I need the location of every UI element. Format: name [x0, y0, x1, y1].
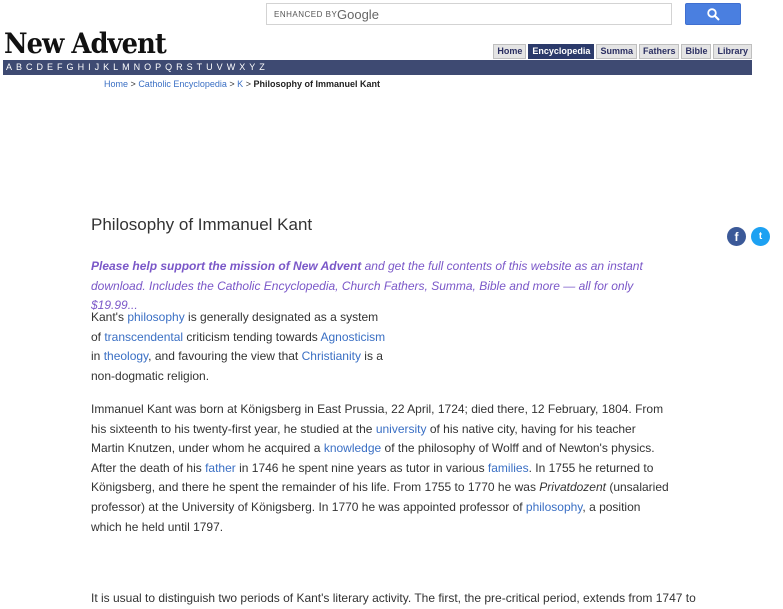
text: , a position which he held until 1797. [91, 499, 641, 534]
breadcrumb-sep: > [130, 79, 136, 89]
paragraph-1 [91, 308, 391, 386]
link-philosophy[interactable]: philosophy [525, 499, 583, 514]
alpha-letter-l[interactable]: L [113, 62, 119, 72]
google-label: Google [337, 7, 379, 22]
text: of his native city, having for his teacher Martin Knutzen, under whom he acquired a [91, 421, 636, 456]
link-families[interactable]: families [487, 460, 529, 475]
alpha-letter-e[interactable]: E [47, 62, 54, 72]
twitter-icon[interactable]: t [751, 227, 770, 246]
link-theology[interactable]: theology [103, 349, 149, 364]
link-philosophy[interactable]: philosophy [127, 310, 185, 324]
text: . In 1755 he returned to Königsberg, and there he spent the remainder of his life. From 1755 to 1770 he was [91, 460, 654, 495]
alpha-letter-i[interactable]: I [88, 62, 91, 72]
alpha-letter-s[interactable]: S [186, 62, 193, 72]
text: in 1746 he spent nine years as tutor in various [235, 460, 488, 475]
nav-fathers[interactable]: Fathers [639, 44, 680, 59]
alpha-letter-n[interactable]: N [133, 62, 141, 72]
support-link[interactable]: Please help support the mission of New Advent [91, 259, 362, 273]
link-university[interactable]: university [375, 421, 427, 436]
search-icon [707, 8, 720, 21]
alpha-letter-c[interactable]: C [26, 62, 33, 72]
search-input[interactable] [387, 6, 671, 24]
breadcrumb-sep: > [229, 79, 235, 89]
breadcrumb [104, 79, 380, 89]
alphabet-bar [3, 60, 752, 75]
alpha-letter-t[interactable]: T [196, 62, 203, 72]
link-agnosticism[interactable]: Agnosticism [320, 329, 386, 344]
top-nav [493, 44, 752, 59]
breadcrumb-letter[interactable]: K [237, 79, 244, 89]
text: criticism tending towards [183, 329, 321, 344]
alpha-letter-g[interactable]: G [66, 62, 74, 72]
alpha-letter-o[interactable]: O [144, 62, 152, 72]
search-box[interactable] [266, 3, 672, 25]
paragraph-3: It is usual to distinguish two periods of Kant's literary activity. The first, the pre-critical period, extends from 1747 to [91, 591, 696, 605]
facebook-icon[interactable]: f [727, 227, 746, 246]
breadcrumb-encyclopedia[interactable]: Catholic Encyclopedia [138, 79, 227, 89]
nav-encyclopedia[interactable]: Encyclopedia [528, 44, 594, 59]
alpha-letter-x[interactable]: X [239, 62, 246, 72]
alpha-letter-h[interactable]: H [77, 62, 85, 72]
text: (unsalaried professor) at the University of Königsberg. In 1770 he was appointed professor of [91, 480, 669, 514]
enhanced-by-label: ENHANCED BY [274, 10, 338, 19]
alpha-letter-b[interactable]: B [16, 62, 23, 72]
alpha-letter-d[interactable]: D [36, 62, 44, 72]
text: of the philosophy of Wolff and of Newton's physics. After the death of his [91, 441, 655, 475]
alpha-letter-y[interactable]: Y [249, 62, 256, 72]
alpha-letter-j[interactable]: J [94, 62, 100, 72]
text: in [91, 349, 104, 364]
alpha-letter-p[interactable]: P [155, 62, 162, 72]
paragraph-2 [91, 400, 671, 537]
text: Kant's [91, 310, 128, 324]
support-notice[interactable] [91, 257, 671, 316]
breadcrumb-current: Philosophy of Immanuel Kant [253, 79, 380, 89]
site-logo[interactable]: New Advent [4, 27, 166, 60]
page-title: Philosophy of Immanuel Kant [91, 215, 313, 234]
alpha-letter-a[interactable]: A [6, 62, 13, 72]
alpha-letter-k[interactable]: K [103, 62, 110, 72]
link-christianity[interactable]: Christianity [301, 349, 361, 364]
alpha-letter-r[interactable]: R [176, 62, 183, 72]
nav-home[interactable]: Home [493, 44, 526, 59]
text-privatdozent: Privatdozent [539, 480, 606, 495]
nav-library[interactable]: Library [713, 44, 752, 59]
text: is a non-dogmatic religion. [91, 349, 383, 383]
nav-bible[interactable]: Bible [681, 44, 711, 59]
text: Immanuel Kant was born at Königsberg in East Prussia, 22 April, 1724; died there, 12 February, 1804. From his sixteenth to his twenty-first year, he studied at the [91, 402, 664, 436]
alpha-letter-z[interactable]: Z [259, 62, 265, 72]
text: is generally designated as a system of [91, 310, 379, 344]
nav-summa[interactable]: Summa [596, 44, 637, 59]
link-father[interactable]: father [205, 460, 236, 475]
share-buttons [727, 227, 770, 246]
alpha-letter-v[interactable]: V [216, 62, 223, 72]
alpha-letter-w[interactable]: W [226, 62, 236, 72]
support-text: and get the full contents of this website as an instant download. Includes the Catholic Encyclopedia, Church Fathers, Summa, Bible and more — all for only $19.99... [91, 259, 643, 312]
alpha-letter-f[interactable]: F [57, 62, 63, 72]
link-transcendental[interactable]: transcendental [104, 329, 184, 344]
search-button[interactable] [685, 3, 741, 25]
breadcrumb-sep: > [245, 79, 251, 89]
text: , and favouring the view that [148, 349, 302, 364]
alpha-letter-m[interactable]: M [122, 62, 130, 72]
breadcrumb-home[interactable]: Home [104, 79, 129, 89]
link-knowledge[interactable]: knowledge [323, 441, 382, 456]
alpha-letter-q[interactable]: Q [165, 62, 173, 72]
alpha-letter-u[interactable]: U [206, 62, 213, 72]
